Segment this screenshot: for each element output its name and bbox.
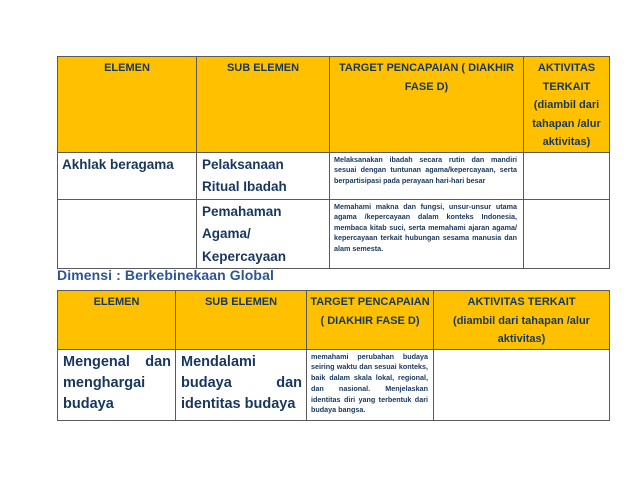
elemen-cell [58, 349, 176, 420]
table-berkebinekaan-global [57, 290, 610, 421]
header-aktivitas-line2: (diambil dari tahapan /alur [453, 314, 590, 327]
header-aktivitas-line5: aktivitas) [542, 136, 591, 148]
header-target [307, 291, 434, 350]
elemen-line: budaya [63, 395, 114, 412]
header-aktivitas-line3: aktivitas) [497, 333, 546, 345]
sub-elemen-line: Ritual Ibadah [202, 179, 287, 194]
elemen-cell [58, 199, 197, 269]
target-cell: Melaksanakan ibadah secara rutin dan mandiri sesuai dengan tuntunan agama/kepercayaan, serta berpartisipasi pada perayaan hari-hari besar [330, 152, 524, 199]
header-aktivitas-line1: AKTIVITAS TERKAIT [467, 296, 576, 308]
sub-elemen-word: dan [276, 374, 302, 391]
header-elemen: ELEMEN [58, 291, 176, 350]
section-title: Dimensi : Berkebinekaan Global [57, 267, 274, 283]
header-aktivitas-line2: TERKAIT [542, 80, 591, 93]
sub-elemen-line: Pelaksanaan [202, 156, 284, 172]
sub-elemen-cell [176, 349, 307, 420]
table-akhlak-beragama [57, 56, 610, 269]
table-header-row [58, 291, 610, 350]
sub-elemen-line [181, 373, 302, 394]
sub-elemen-cell [197, 152, 330, 199]
aktivitas-cell [434, 349, 610, 420]
aktivitas-cell [524, 199, 610, 269]
header-target-line1: TARGET PENCAPAIAN [310, 296, 430, 308]
elemen-cell: Akhlak beragama [58, 152, 197, 199]
target-cell: memahami perubahan budaya seiring waktu dan sesuai konteks, baik dalam skala lokal, regional, dan nasional. Menjelaskan identitas diri yang terbentuk dari budaya bangsa. [307, 349, 434, 420]
header-target: TARGET PENCAPAIAN ( DIAKHIR FASE D) [330, 57, 524, 153]
sub-elemen-word: budaya [181, 374, 232, 391]
header-aktivitas-line3: (diambil dari [533, 99, 600, 111]
sub-elemen-line: identitas budaya [181, 395, 296, 412]
table-header-row [58, 57, 610, 153]
header-aktivitas [524, 57, 610, 153]
table-row [58, 199, 610, 269]
sub-elemen-line: Pemahaman [202, 203, 282, 219]
header-aktivitas-line1: AKTIVITAS [537, 62, 596, 74]
header-sub-elemen: SUB ELEMEN [176, 291, 307, 350]
header-aktivitas-line4: tahapan /alur [532, 117, 601, 130]
sub-elemen-line: Agama/ [202, 226, 251, 241]
sub-elemen-cell [197, 199, 330, 269]
elemen-line [63, 352, 171, 373]
target-cell: Memahami makna dan fungsi, unsur-unsur utama agama /kepercayaan dalam konteks Indonesia, membaca kitab suci, serta memahami ajaran agama/ kepercayaan terkait hubungan sesama manusia dan alam semesta. [330, 199, 524, 269]
header-target-line2: ( DIAKHIR FASE D) [320, 314, 420, 327]
elemen-line: menghargai [63, 374, 146, 391]
sub-elemen-line: Kepercayaan [202, 248, 287, 264]
header-sub-elemen: SUB ELEMEN [197, 57, 330, 153]
sub-elemen-line: Mendalami [181, 353, 256, 370]
header-aktivitas [434, 291, 610, 350]
elemen-word: Mengenal [63, 353, 130, 370]
table-row [58, 349, 610, 420]
elemen-word: dan [145, 353, 171, 370]
header-elemen: ELEMEN [58, 57, 197, 153]
table-row [58, 152, 610, 199]
aktivitas-cell [524, 152, 610, 199]
